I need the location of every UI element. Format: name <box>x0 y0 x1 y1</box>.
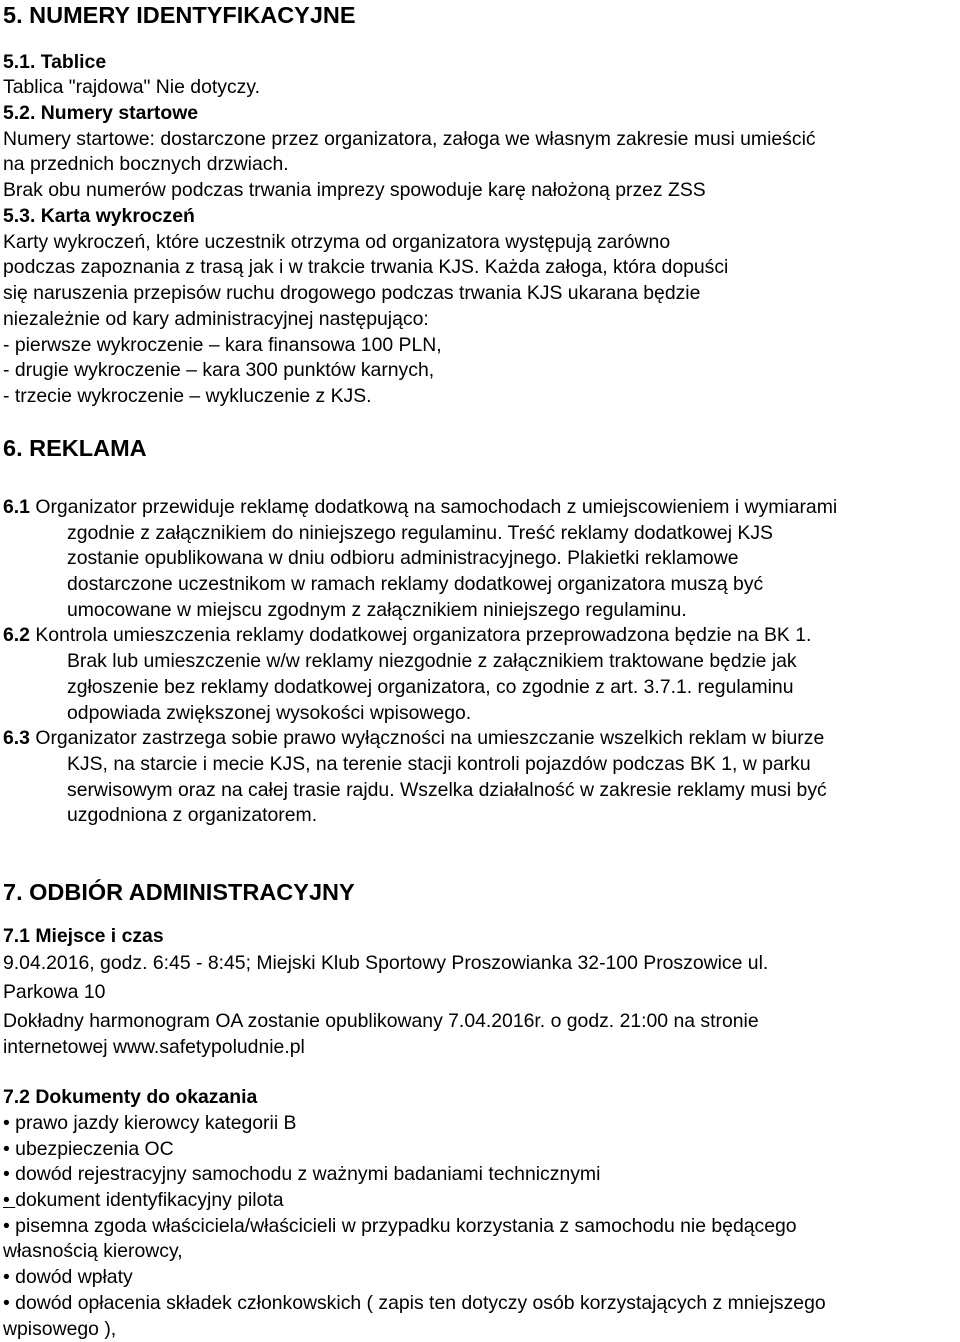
document-list-item-text: dokument identyfikacyjny pilota <box>15 1189 284 1211</box>
document-list-item <box>3 1187 284 1213</box>
section-5-3-line: niezależnie od kary administracyjnej następująco: <box>3 308 429 330</box>
section-5-3-line: się naruszenia przepisów ruchu drogowego podczas trwania KJS ukarana będzie <box>3 282 701 304</box>
document-list-item: • dowód opłacenia składek członkowskich ( zapis ten dotyczy osób korzystających z mniejszego <box>3 1292 826 1314</box>
paragraph-6-1-line: zgodnie z załącznikiem do niniejszego regulaminu. Treść reklamy dodatkowej KJS <box>67 522 773 544</box>
paragraph-6-2-first-line <box>3 622 811 648</box>
document-list-item: • dowód rejestracyjny samochodu z ważnymi badaniami technicznymi <box>3 1163 601 1185</box>
paragraph-6-2-number: 6.2 <box>3 624 30 646</box>
paragraph-6-3-text: Organizator zastrzega sobie prawo wyłączności na umieszczanie wszelkich reklam w biurze <box>29 727 825 749</box>
paragraph-6-3-line: KJS, na starcie i mecie KJS, na terenie stacji kontroli pojazdów podczas BK 1, w parku <box>67 753 811 775</box>
document-list-item-continuation: wpisowego ), <box>3 1318 117 1340</box>
section-5-2-line: Brak obu numerów podczas trwania imprezy spowoduje karę nałożoną przez ZSS <box>3 179 706 201</box>
section-7-1-line: internetowej www.safetypoludnie.pl <box>3 1036 305 1058</box>
paragraph-6-3-number: 6.3 <box>3 727 30 749</box>
paragraph-6-1-line: zostanie opublikowana w dniu odbioru administracyjnego. Plakietki reklamowe <box>67 547 739 569</box>
section-7-1-line: 9.04.2016, godz. 6:45 - 8:45; Miejski Klub Sportowy Proszowianka 32-100 Proszowice ul. <box>3 952 769 974</box>
paragraph-6-3-line: uzgodniona z organizatorem. <box>67 804 318 826</box>
document-list-item: • prawo jazdy kierowcy kategorii B <box>3 1112 297 1134</box>
section-5-2-heading: 5.2. Numery startowe <box>3 102 199 124</box>
document-list-item: • ubezpieczenia OC <box>3 1138 174 1160</box>
document-list-item-continuation: własnością kierowcy, <box>3 1240 183 1262</box>
paragraph-6-1-line: dostarczone uczestnikom w ramach reklamy dodatkowej organizatora muszą być <box>67 573 764 595</box>
document-list-item: • dowód wpłaty <box>3 1266 133 1288</box>
section-7-1-line: Dokładny harmonogram OA zostanie opublikowany 7.04.2016r. o godz. 21:00 na stronie <box>3 1010 759 1032</box>
section-7-1-heading: 7.1 Miejsce i czas <box>3 925 164 947</box>
section-5-title: 5. NUMERY IDENTYFIKACYJNE <box>3 2 356 28</box>
section-5-2-line: na przednich bocznych drzwiach. <box>3 153 289 175</box>
section-5-3-line: Karty wykroczeń, które uczestnik otrzyma od organizatora występują zarówno <box>3 231 671 253</box>
section-5-3-line: - drugie wykroczenie – kara 300 punktów karnych, <box>3 359 435 381</box>
paragraph-6-3-line: serwisowym oraz na całej trasie rajdu. Wszelka działalność w zakresie reklamy musi być <box>67 779 827 801</box>
underlined-bullet: • <box>3 1189 10 1211</box>
paragraph-6-2-line: odpowiada zwiększonej wysokości wpisowego. <box>67 702 472 724</box>
paragraph-6-3-first-line <box>3 725 824 751</box>
section-7-2-heading: 7.2 Dokumenty do okazania <box>3 1086 258 1108</box>
paragraph-6-2-text: Kontrola umieszczenia reklamy dodatkowej organizatora przeprowadzona będzie na BK 1. <box>29 624 812 646</box>
section-5-3-line: - pierwsze wykroczenie – kara finansowa 100 PLN, <box>3 334 442 356</box>
paragraph-6-1-first-line <box>3 494 837 520</box>
section-5-1-text: Tablica "rajdowa" Nie dotyczy. <box>3 76 260 98</box>
document-list-item: • pisemna zgoda właściciela/właścicieli w przypadku korzystania z samochodu nie będącego <box>3 1215 797 1237</box>
section-5-1-heading: 5.1. Tablice <box>3 51 107 73</box>
section-5-2-line: Numery startowe: dostarczone przez organizatora, załoga we własnym zakresie musi umieścić <box>3 128 816 150</box>
section-5-3-line: - trzecie wykroczenie – wykluczenie z KJS. <box>3 385 372 407</box>
paragraph-6-2-line: zgłoszenie bez reklamy dodatkowej organizatora, co zgodnie z art. 3.7.1. regulaminu <box>67 676 794 698</box>
paragraph-6-1-number: 6.1 <box>3 496 30 518</box>
section-5-3-line: podczas zapoznania z trasą jak i w trakcie trwania KJS. Każda załoga, która dopuści <box>3 256 729 278</box>
paragraph-6-1-text: Organizator przewiduje reklamę dodatkową na samochodach z umiejscowieniem i wymiarami <box>29 496 838 518</box>
paragraph-6-2-line: Brak lub umieszczenie w/w reklamy niezgodnie z załącznikiem traktowane będzie jak <box>67 650 797 672</box>
section-5-3-heading: 5.3. Karta wykroczeń <box>3 205 195 227</box>
section-6-title: 6. REKLAMA <box>3 435 147 461</box>
section-7-title: 7. ODBIÓR ADMINISTRACYJNY <box>3 879 355 905</box>
paragraph-6-1-line: umocowane w miejscu zgodnym z załącznikiem niniejszego regulaminu. <box>67 599 687 621</box>
section-7-1-line: Parkowa 10 <box>3 981 106 1003</box>
